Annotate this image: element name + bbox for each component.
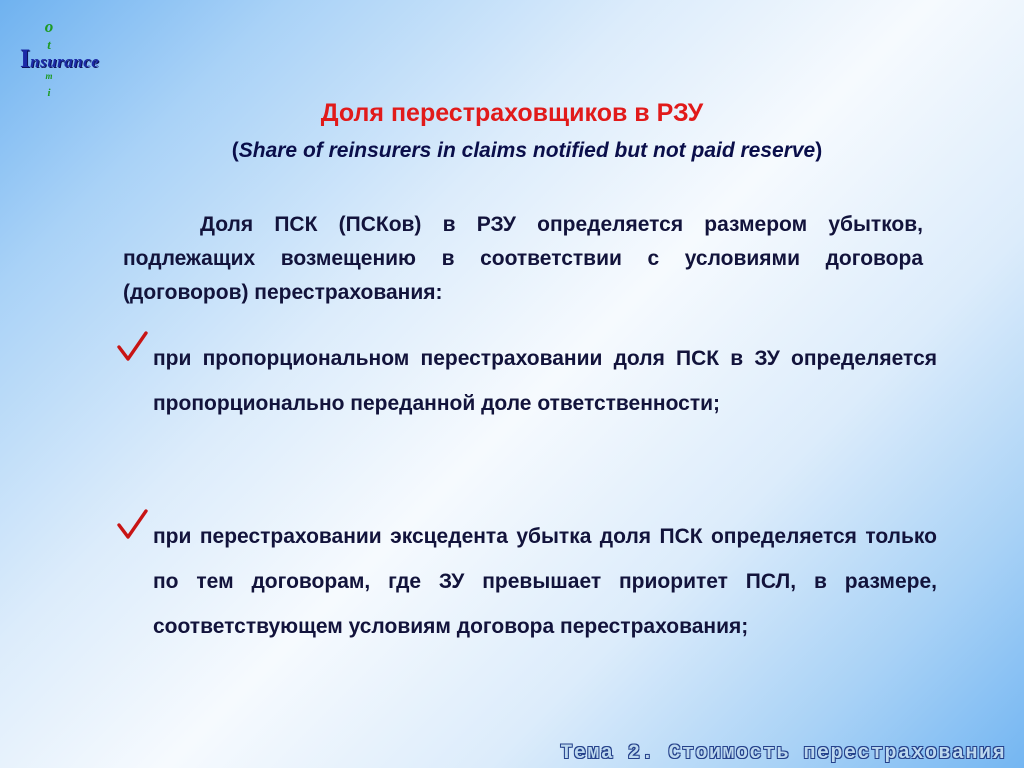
subtitle-english: Share of reinsurers in claims notified but not paid reserve [238, 139, 816, 162]
logo-letter-o: o [44, 17, 54, 36]
slide-footer: Тема 2. Стоимость перестрахования [560, 742, 1006, 765]
insurance-logo [0, 0, 150, 110]
logo-word-rest: nsurance [30, 52, 100, 71]
slide-title: Доля перестраховщиков в РЗУ [320, 99, 704, 127]
logo-letter-m: m [45, 71, 53, 81]
logo-letter-i: i [47, 87, 51, 99]
slide-subtitle [0, 139, 1024, 163]
bullet-text: при перестраховании эксцедента убытка доля ПСК определяется только по тем договорам, где ЗУ превышает приоритет ПСЛ, в размере, соответствующем условиям договора перестрахования; [153, 525, 937, 638]
checkmark-icon [115, 330, 149, 364]
bullet-proportional [115, 336, 937, 426]
checkmark-icon [115, 508, 149, 542]
logo-wordmark [20, 46, 99, 72]
subtitle-open-paren: ( [231, 139, 239, 162]
logo-initial: I [20, 44, 31, 73]
subtitle-close-paren: ) [815, 139, 823, 162]
intro-paragraph: Доля ПСК (ПСКов) в РЗУ определяется размером убытков, подлежащих возмещению в соответствии с условиями договора (договоров) перестрахования: [123, 213, 923, 304]
bullet-text: при пропорциональном перестраховании доля ПСК в ЗУ определяется пропорционально переданной доле ответственности; [153, 347, 937, 415]
bullet-excess-of-loss [115, 514, 937, 649]
logo-letter-t: t [47, 37, 51, 52]
